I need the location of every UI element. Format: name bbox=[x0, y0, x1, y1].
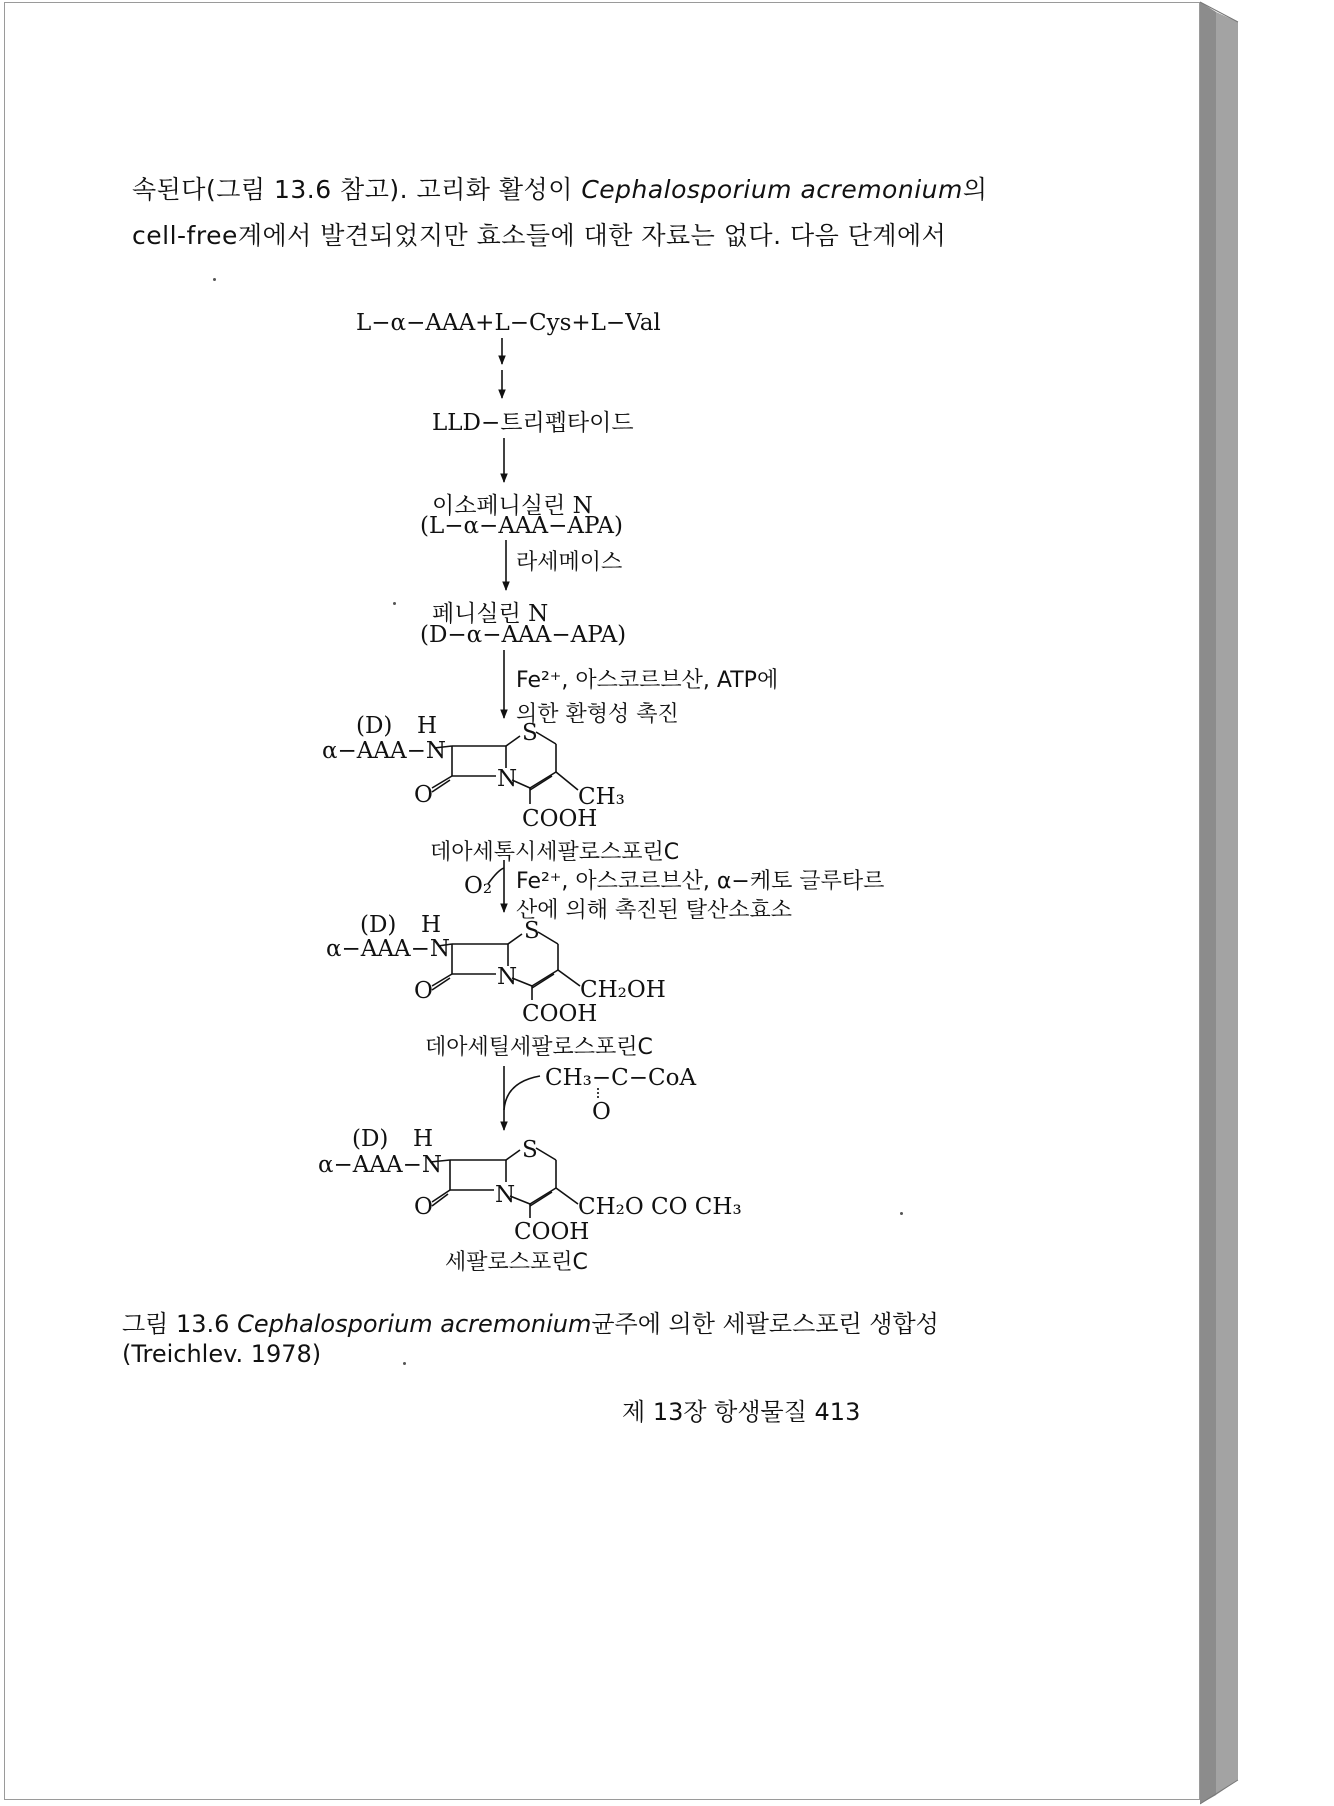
structure3-h-label: H bbox=[413, 1126, 434, 1152]
structure2-rings bbox=[432, 932, 580, 1000]
hydroxylation-label-line-1: Fe²⁺, 아스코르브산, α−케토 글루타르 bbox=[516, 869, 885, 894]
figure-caption-rest: 균주에 의한 세팔로스포린 생합성 bbox=[591, 1310, 939, 1338]
structure3-rings bbox=[430, 1148, 578, 1218]
structure2-cooh: COOH bbox=[522, 1001, 598, 1027]
substrates-label: L−α−AAA+L−Cys+L−Val bbox=[356, 310, 661, 336]
structure1-ch3: CH₃ bbox=[578, 784, 625, 810]
structure1-oxygen: O bbox=[414, 782, 433, 808]
structure2-side-chain: α−AAA−N bbox=[326, 936, 451, 962]
structure2-oxygen: O bbox=[414, 978, 433, 1004]
tripeptide-label: LLD−트리펩타이드 bbox=[432, 410, 634, 436]
structure1-h-label: H bbox=[417, 713, 438, 739]
scan-speck bbox=[403, 1362, 406, 1365]
structure2-ch2oh: CH₂OH bbox=[580, 977, 666, 1003]
scan-speck bbox=[900, 1212, 903, 1215]
scan-speck bbox=[213, 278, 216, 281]
oxygen-curve bbox=[488, 868, 504, 884]
acetyl-coa-oxygen: O bbox=[592, 1099, 611, 1125]
racemase-label: 라세메이스 bbox=[516, 550, 623, 575]
structure1-side-chain: α−AAA−N bbox=[322, 738, 447, 764]
cpc-name: 세팔로스포린C bbox=[445, 1250, 588, 1275]
penicillin-n-formula: (D−α−AAA−APA) bbox=[420, 622, 627, 648]
figure-caption-organism: Cephalosporium acremonium bbox=[237, 1310, 592, 1338]
structure2-h-label: H bbox=[421, 912, 442, 938]
isopenicillin-formula: (L−α−AAA−APA) bbox=[420, 513, 623, 539]
structure3-cooh: COOH bbox=[514, 1219, 590, 1245]
figure-caption bbox=[122, 1304, 939, 1339]
daoc-name: 데아세톡시세팔로스포린C bbox=[430, 840, 680, 865]
cyclization-label-line-2: 의한 환형성 촉진 bbox=[516, 702, 679, 727]
structure1-sulfur: S bbox=[522, 720, 538, 746]
structure3-nitrogen: N bbox=[495, 1182, 516, 1208]
isopenicillin-name: 이소페니실린 N bbox=[432, 493, 593, 519]
dac-name: 데아세틸세팔로스포린C bbox=[425, 1035, 653, 1060]
body-text-line-2: cell-free계에서 발견되었지만 효소들에 대한 자료는 없다. 다음 단계에서 bbox=[132, 221, 947, 250]
oxygen-input-label: O₂ bbox=[464, 873, 493, 899]
acetyl-coa-curve bbox=[504, 1076, 540, 1110]
page-footer: 제 13장 항생물질 413 bbox=[622, 1398, 861, 1426]
structure1-rings bbox=[432, 732, 578, 804]
body-text-line-1-c: 의 bbox=[962, 175, 988, 204]
structure3-acetoxymethyl: CH₂O CO CH₃ bbox=[578, 1194, 742, 1220]
structure2-d-label: (D) bbox=[360, 912, 397, 938]
structure1-cooh: COOH bbox=[522, 806, 598, 832]
acetyl-coa-label: CH₃−C−CoA bbox=[545, 1065, 697, 1091]
structure2-sulfur: S bbox=[524, 918, 540, 944]
cyclization-label-line-1: Fe²⁺, 아스코르브산, ATP에 bbox=[516, 668, 779, 693]
scan-speck bbox=[393, 602, 396, 605]
species-name: Cephalosporium acremonium bbox=[581, 175, 963, 204]
hydroxylation-label-line-2: 산에 의해 촉진된 탈산소효소 bbox=[516, 898, 793, 923]
figure-caption-label: 그림 13.6 bbox=[122, 1310, 238, 1338]
structure1-d-label: (D) bbox=[356, 713, 393, 739]
structure3-oxygen: O bbox=[414, 1194, 433, 1220]
figure-citation: (Treichlev. 1978) bbox=[122, 1340, 322, 1368]
body-text-line-1-a: 속된다(그림 13.6 참고). 고리화 활성이 bbox=[132, 175, 582, 204]
structure1-nitrogen: N bbox=[497, 766, 518, 792]
structure2-nitrogen: N bbox=[497, 964, 518, 990]
structure3-side-chain: α−AAA−N bbox=[318, 1152, 443, 1178]
structure3-d-label: (D) bbox=[352, 1126, 389, 1152]
penicillin-n-name: 페니실린 N bbox=[432, 601, 549, 627]
structure3-sulfur: S bbox=[522, 1137, 538, 1163]
